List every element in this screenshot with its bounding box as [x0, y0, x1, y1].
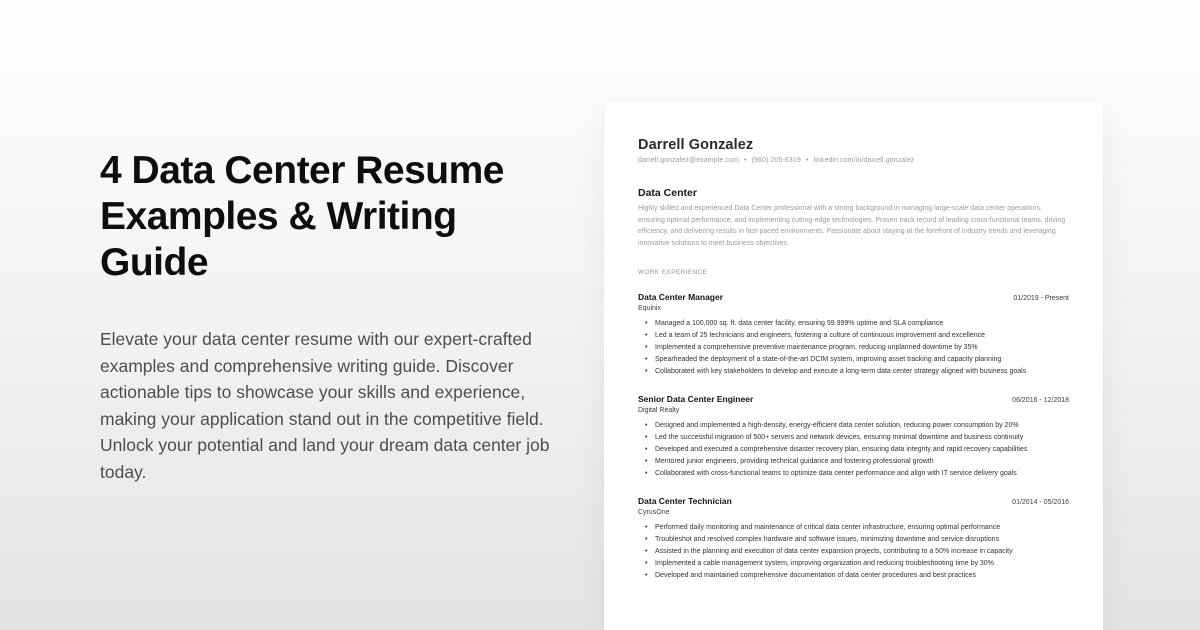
resume-name: Darrell Gonzalez	[638, 137, 754, 153]
job-header	[638, 394, 1069, 404]
page-title: 4 Data Center Resume Examples & Writing Guide	[100, 149, 504, 284]
job-bullet: • Collaborated with key stakeholders to develop and execute a long-term data center strategy aligned with business goals	[638, 366, 1069, 378]
resume-contact-line	[638, 157, 1069, 164]
job-bullet: • Managed a 100,000 sq. ft. data center facility, ensuring 99.999% uptime and SLA compliance	[638, 318, 1069, 330]
page-description: Elevate your data center resume with our expert-crafted examples and comprehensive writing guide. Discover actionable tips to showcase your skills and experience, making your application stand out in the competitive field. Unlock your potential and land your dream data center job today.	[100, 329, 550, 482]
hero-section	[100, 148, 572, 486]
job-bullet: • Implemented a comprehensive preventive maintenance program, reducing unplanned downtime by 35%	[638, 342, 1069, 354]
job-bullet: • Developed and executed a comprehensive disaster recovery plan, ensuring data integrity and rapid recovery capabilities	[638, 444, 1069, 456]
contact-separator: •	[805, 157, 809, 164]
job-title: Data Center Technician	[638, 496, 732, 507]
job-bullet: • Spearheaded the deployment of a state-of-the-art DCIM system, improving asset tracking and capacity planning	[638, 354, 1069, 366]
job-entry	[638, 496, 1069, 582]
job-company: Digital Realty	[638, 407, 680, 415]
job-bullet: • Led the successful migration of 500+ servers and network devices, ensuring minimal downtime and business continuity	[638, 432, 1069, 444]
job-bullet-list	[638, 522, 1069, 582]
job-entry	[638, 394, 1069, 480]
resume-headline: Data Center	[638, 187, 697, 199]
job-bullet: • Assisted in the planning and execution of data center expansion projects, contributing to a 50% increase in capacity	[638, 546, 1069, 558]
job-bullet: • Led a team of 25 technicians and engineers, fostering a culture of continuous improvement and excellence	[638, 330, 1069, 342]
section-label-work-experience: WORK EXPERIENCE	[638, 270, 708, 277]
job-title: Senior Data Center Engineer	[638, 394, 754, 405]
contact-email: darrell.gonzalez@example.com	[638, 157, 739, 164]
job-header	[638, 292, 1069, 302]
job-dates: 01/2014 - 05/2016	[1012, 499, 1069, 507]
resume-summary: Highly skilled and experienced Data Center professional with a strong background in managing large-scale data center operations, ensuring optimal performance, and implementing cutting-edge technologies. Proven track record of leading cross-functional teams, driving efficiency, and delivering results in fast-paced environments. Passionate about staying at the forefront of industry trends and leveraging innovative solutions to meet business objectives.	[638, 205, 1066, 247]
contact-phone: (960) 205-6319	[751, 157, 801, 164]
job-title: Data Center Manager	[638, 292, 724, 303]
job-bullet-list	[638, 420, 1069, 480]
job-entry	[638, 292, 1069, 378]
contact-linkedin: linkedin.com/in/darrell.gonzalez	[813, 157, 915, 164]
job-dates: 01/2019 - Present	[1013, 295, 1069, 303]
job-bullet: • Mentored junior engineers, providing technical guidance and fostering professional growth	[638, 456, 1069, 468]
job-company: Equinix	[638, 305, 661, 313]
job-bullet: • Troubleshot and resolved complex hardware and software issues, minimizing downtime and service disruptions	[638, 534, 1069, 546]
contact-separator: •	[744, 157, 747, 164]
job-bullet-list	[638, 318, 1069, 378]
job-bullet: • Designed and implemented a high-density, energy-efficient data center solution, reducing power consumption by 20%	[638, 420, 1069, 432]
job-dates: 06/2016 - 12/2018	[1012, 397, 1069, 405]
job-company: CyrusOne	[638, 509, 670, 517]
resume-preview-card	[604, 101, 1103, 630]
job-bullet: • Developed and maintained comprehensive documentation of data center procedures and best practices	[638, 570, 1069, 582]
job-bullet: • Performed daily monitoring and maintenance of critical data center infrastructure, ensuring optimal performance	[638, 522, 1069, 534]
job-bullet: • Implemented a cable management system, improving organization and reducing troubleshooting time by 30%	[638, 558, 1069, 570]
job-header	[638, 496, 1069, 506]
job-bullet: • Collaborated with cross-functional teams to optimize data center performance and align with IT service delivery goals	[638, 468, 1069, 480]
